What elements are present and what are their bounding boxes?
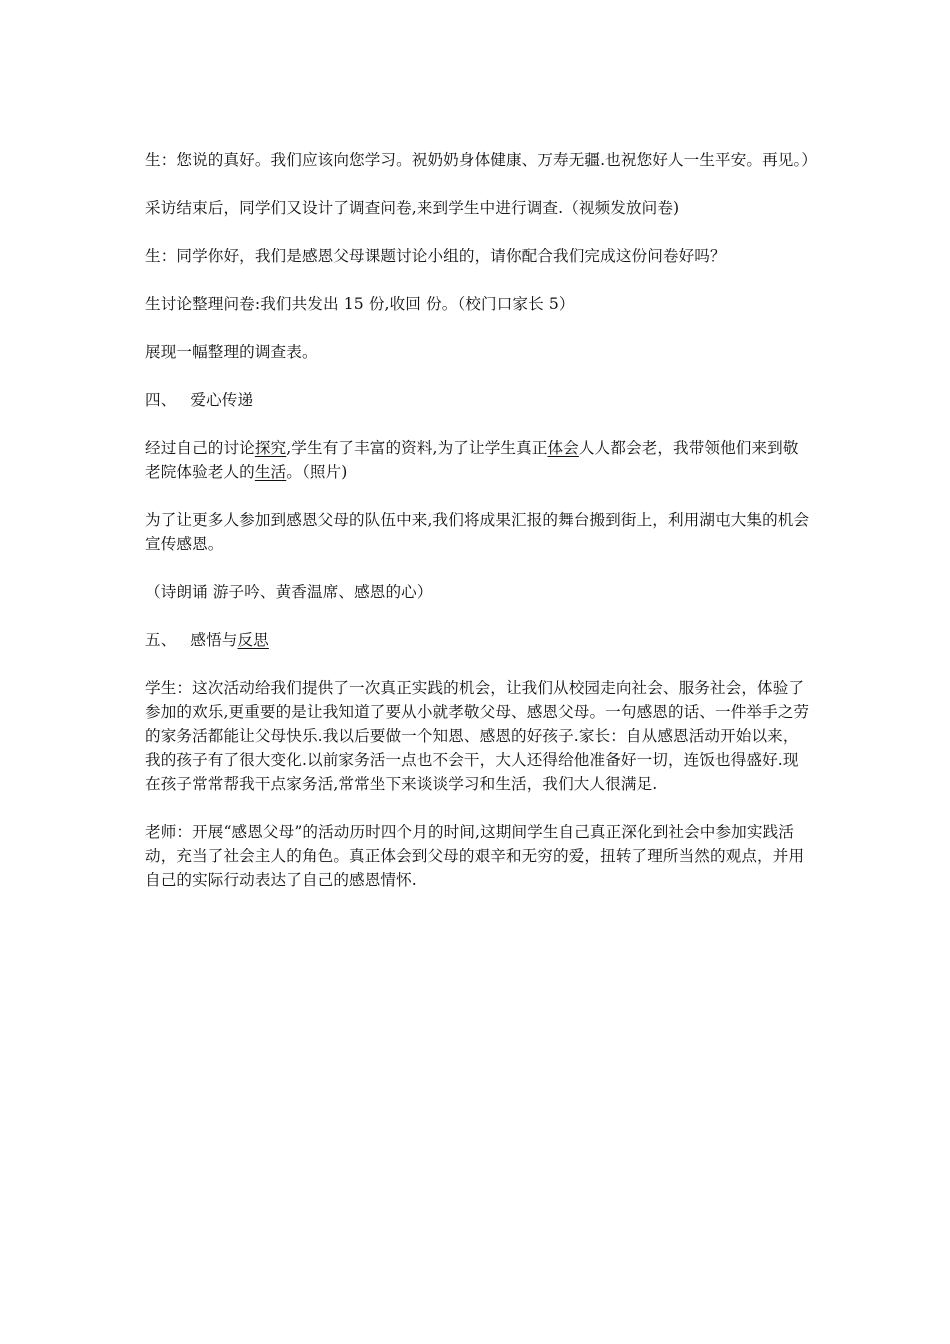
link-explore[interactable]: 探究 xyxy=(254,439,287,457)
paragraph-survey-results: 生讨论整理问卷:我们共发出 15 份,收回 份。（校门口家长 5） xyxy=(145,295,575,313)
section-title-4: 爱心传递 xyxy=(190,391,254,409)
paragraph-text: 人人都会老，我带领他们来到敬老院体验老人的 xyxy=(145,439,799,481)
paragraph-student-thanks: 生：您说的真好。我们应该向您学习。祝奶奶身体健康、万寿无疆.也祝您好人一生平安。再见。） xyxy=(145,151,818,169)
section-number-4: 四、 xyxy=(145,391,177,409)
paragraph-text: 。（照片) xyxy=(286,463,348,481)
link-experience[interactable]: 体会 xyxy=(547,439,579,457)
paragraph-student-question: 生：同学你好，我们是感恩父母课题讨论小组的，请你配合我们完成这份问卷好吗？ xyxy=(145,247,726,265)
section-heading-5 xyxy=(145,628,810,652)
paragraph-student-parent-reflection: 学生：这次活动给我们提供了一次真正实践的机会，让我们从校园走向社会、服务社会，体验了参加的欢乐,更重要的是让我知道了要从小就孝敬父母、感恩父母。一句感恩的话、一件举手之劳的家务活都能让父母快乐.我以后要做一个知恩、感恩的好孩子.家长：自从感恩活动开始以来，我的孩子有了很大变化.以前家务活一点也不会干，大人还得给他准备好一切，连饭也得盛好.现在孩子常常帮我干点家务活,常常坐下来谈谈学习和生活，我们大人很满足. xyxy=(145,679,810,793)
paragraph-text: ,学生有了丰富的资料,为了让学生真正 xyxy=(286,439,548,457)
paragraph-poetry: （诗朗诵 游子吟、黄香温席、感恩的心） xyxy=(145,583,433,601)
section-heading-4 xyxy=(145,388,810,412)
document-body xyxy=(145,148,818,916)
section-title-5: 感悟与 xyxy=(190,631,238,649)
paragraph-survey-design: 采访结束后，同学们又设计了调查问卷,来到学生中进行调查.（视频发放问卷) xyxy=(145,199,680,217)
paragraph-text: 经过自己的讨论 xyxy=(145,439,255,457)
paragraph-nursing-home xyxy=(145,436,810,484)
paragraph-street-stage: 为了让更多人参加到感恩父母的队伍中来,我们将成果汇报的舞台搬到街上，利用湖屯大集的机会宣传感恩。 xyxy=(145,511,810,553)
link-reflection[interactable]: 反思 xyxy=(237,631,269,649)
section-number-5: 五、 xyxy=(145,631,177,649)
paragraph-show-table: 展现一幅整理的调查表。 xyxy=(145,343,318,361)
link-life[interactable]: 生活 xyxy=(254,463,287,481)
paragraph-teacher-reflection: 老师：开展“感恩父母”的活动历时四个月的时间,这期间学生自己真正深化到社会中参加实践活动，充当了社会主人的角色。真正体会到父母的艰辛和无穷的爱，扭转了理所当然的观点，并用自己的实际行动表达了自己的感恩情怀. xyxy=(145,823,805,889)
